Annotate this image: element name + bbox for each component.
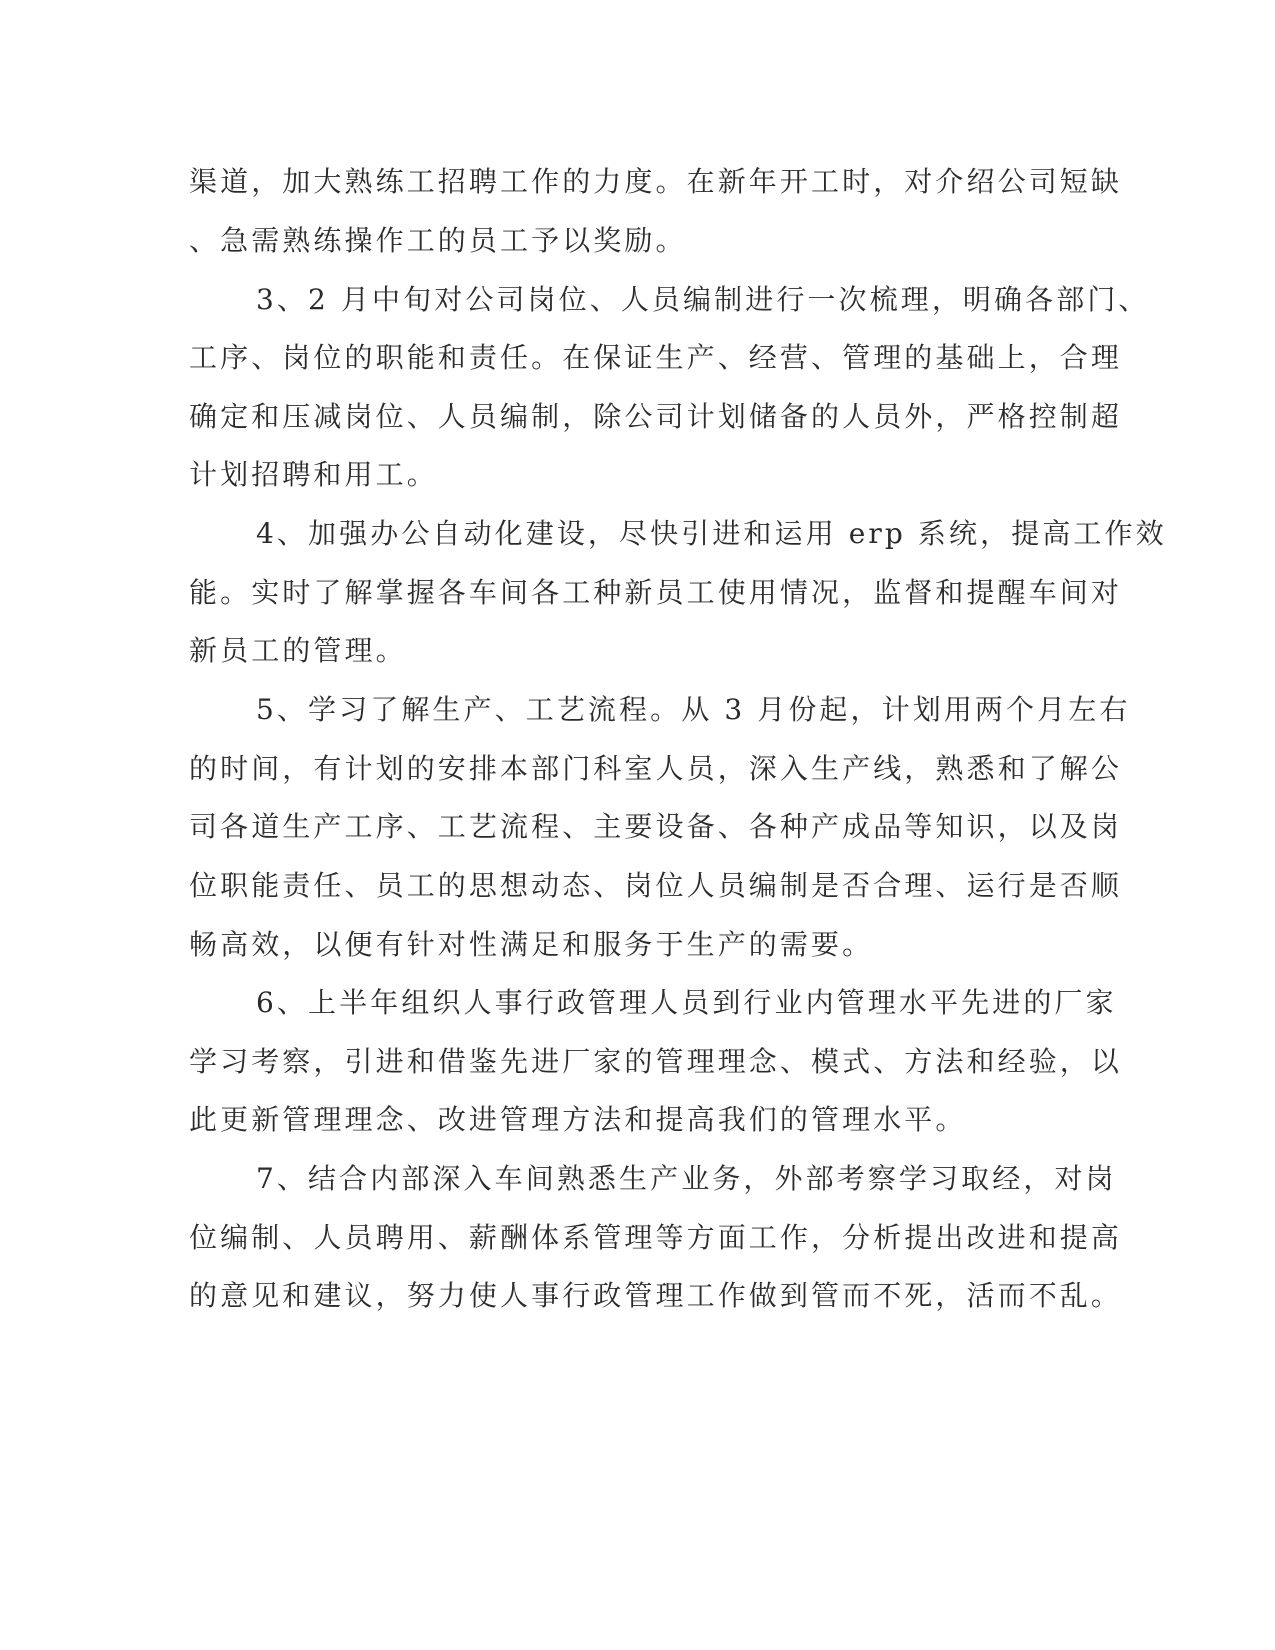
text-line: 工序、岗位的职能和责任。在保证生产、经营、管理的基础上，合理 xyxy=(189,341,1123,374)
text-line: 畅高效，以便有针对性满足和服务于生产的需要。 xyxy=(189,928,874,961)
text-line: 、急需熟练操作工的员工予以奖励。 xyxy=(189,224,687,257)
paragraph-5-first-line: 5、学习了解生产、工艺流程。从 3 月份起，计划用两个月左右 xyxy=(256,693,1131,726)
text-line: 新员工的管理。 xyxy=(189,634,407,667)
text-line: 司各道生产工序、工艺流程、主要设备、各种产成品等知识，以及岗 xyxy=(189,810,1123,843)
text-line: 位职能责任、员工的思想动态、岗位人员编制是否合理、运行是否顺 xyxy=(189,869,1123,902)
text-line: 学习考察，引进和借鉴先进厂家的管理理念、模式、方法和经验，以 xyxy=(189,1045,1123,1078)
paragraph-3-first-line: 3、2 月中旬对公司岗位、人员编制进行一次梳理，明确各部门、 xyxy=(256,283,1150,316)
text-line: 位编制、人员聘用、薪酬体系管理等方面工作，分析提出改进和提高 xyxy=(189,1221,1123,1254)
text-line: 能。实时了解掌握各车间各工种新员工使用情况，监督和提醒车间对 xyxy=(189,576,1123,609)
text-line: 此更新管理理念、改进管理方法和提高我们的管理水平。 xyxy=(189,1103,967,1136)
text-line: 渠道，加大熟练工招聘工作的力度。在新年开工时，对介绍公司短缺 xyxy=(189,165,1123,198)
text-line: 的意见和建议，努力使人事行政管理工作做到管而不死，活而不乱。 xyxy=(189,1279,1123,1312)
text-line: 确定和压减岗位、人员编制，除公司计划储备的人员外，严格控制超 xyxy=(189,400,1123,433)
paragraph-6-first-line: 6、上半年组织人事行政管理人员到行业内管理水平先进的厂家 xyxy=(256,986,1117,1019)
paragraph-4-first-line: 4、加强办公自动化建设，尽快引进和运用 erp 系统，提高工作效 xyxy=(256,517,1167,550)
text-line: 的时间，有计划的安排本部门科室人员，深入生产线，熟悉和了解公 xyxy=(189,752,1123,785)
paragraph-7-first-line: 7、结合内部深入车间熟悉生产业务，外部考察学习取经，对岗 xyxy=(256,1162,1117,1195)
text-line: 计划招聘和用工。 xyxy=(189,458,438,491)
